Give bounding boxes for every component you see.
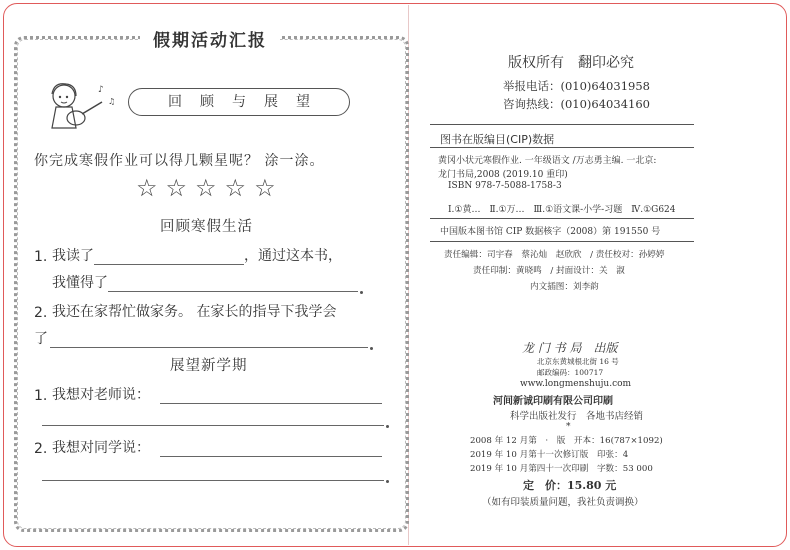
divider: [430, 147, 694, 148]
svg-text:♪: ♪: [98, 85, 104, 95]
girl-with-guitar-illustration: [36, 76, 120, 136]
outlook-item-1-cont: [34, 410, 389, 426]
item-text: 我读了: [52, 248, 94, 264]
outlook-item-1: [34, 384, 382, 404]
item-text: 我懂得了: [52, 275, 108, 291]
item-number: 2.: [34, 441, 48, 457]
answer-blank[interactable]: [42, 465, 384, 481]
edition-line: 2019 年 10 月第四十一次印刷 字数：53 000: [470, 464, 653, 474]
edition-line: 2019 年 10 月第十一次修订版 印张：4: [470, 450, 629, 460]
answer-blank[interactable]: [50, 332, 368, 348]
quality-note: （如有印装质量问题，我社负责调换）: [482, 497, 644, 508]
hotline-phone: 咨询热线：(010)64034160: [503, 97, 650, 111]
item-text: 我想对老师说：: [52, 387, 150, 403]
editors-line: 责任印制：黄晓鸣 / 封面设计：关 淑: [473, 266, 625, 276]
publisher-address: 北京东黄城根北街 16 号: [537, 357, 619, 366]
copyright-notice: 版权所有 翻印必究: [508, 55, 634, 71]
answer-blank[interactable]: [94, 249, 244, 265]
review-item-1-cont: [34, 272, 363, 292]
price: 定 价：15.80 元: [523, 479, 617, 492]
star-rating[interactable]: ☆☆☆☆☆: [136, 174, 284, 202]
answer-blank[interactable]: [160, 441, 382, 457]
distributor: 科学出版社发行 各地书店经销: [510, 411, 644, 422]
publisher-postcode: 邮政编码：100717: [537, 368, 604, 377]
outlook-item-2: [34, 437, 382, 457]
cip-header: 图书在版编目(CIP)数据: [440, 133, 555, 146]
divider: [430, 218, 694, 219]
review-item-1: [34, 245, 342, 265]
cip-isbn: ISBN 978-7-5088-1758-3: [448, 181, 562, 191]
outlook-item-2-cont: [34, 465, 389, 481]
item-number: 1.: [34, 249, 48, 265]
section-title-outlook: 展望新学期: [170, 358, 248, 374]
edition-line: 2008 年 12 月第 · 版 开本：16(787×1092): [470, 436, 663, 446]
section-title-review: 回顾寒假生活: [160, 219, 253, 235]
report-phone: 举报电话：(010)64031958: [503, 79, 650, 93]
star-question: 你完成寒假作业可以得几颗星呢？ 涂一涂。: [34, 153, 325, 169]
publisher-website: www.longmenshuju.com: [520, 379, 632, 389]
cip-line: 黄冈小状元寒假作业. 一年级语文 /万志勇主编. 一北京:: [438, 156, 657, 166]
item-text: 我还在家帮忙做家务。 在家长的指导下我学会: [52, 304, 337, 320]
item-number: 2.: [34, 305, 48, 321]
divider: [430, 124, 694, 125]
item-number: 1.: [34, 388, 48, 404]
publisher: 龙 门 书 局 出版: [522, 341, 618, 355]
editors-line: 责任编辑：司宇春 蔡沁灿 赵欣欣 / 责任校对：孙婷婷: [444, 250, 665, 260]
review-item-2-cont: [34, 328, 373, 348]
cip-number: 中国版本图书馆 CIP 数据核字（2008）第 191550 号: [440, 227, 661, 237]
divider: [430, 241, 694, 242]
page-title: 假期活动汇报: [140, 28, 280, 54]
section-banner: 回顾与展望: [128, 88, 350, 116]
item-text: ，通过这本书，: [244, 248, 342, 264]
answer-blank[interactable]: [160, 388, 382, 404]
printer: 河间新诚印刷有限公司印刷: [493, 396, 613, 407]
review-item-2: [34, 301, 336, 321]
answer-blank[interactable]: [108, 276, 358, 292]
answer-blank[interactable]: [42, 410, 384, 426]
item-text: 我想对同学说：: [52, 440, 150, 456]
cip-classification: Ⅰ.①黄… Ⅱ.①万… Ⅲ.①语文课-小学-习题 Ⅳ.①G624: [448, 205, 676, 215]
svg-text:♫: ♫: [108, 97, 116, 106]
separator-asterisk: *: [566, 422, 571, 432]
editors-line: 内文插图：刘李韵: [530, 282, 599, 292]
item-text: 了: [34, 331, 48, 347]
cip-line: 龙门书局,2008 (2019.10 重印): [438, 170, 568, 180]
